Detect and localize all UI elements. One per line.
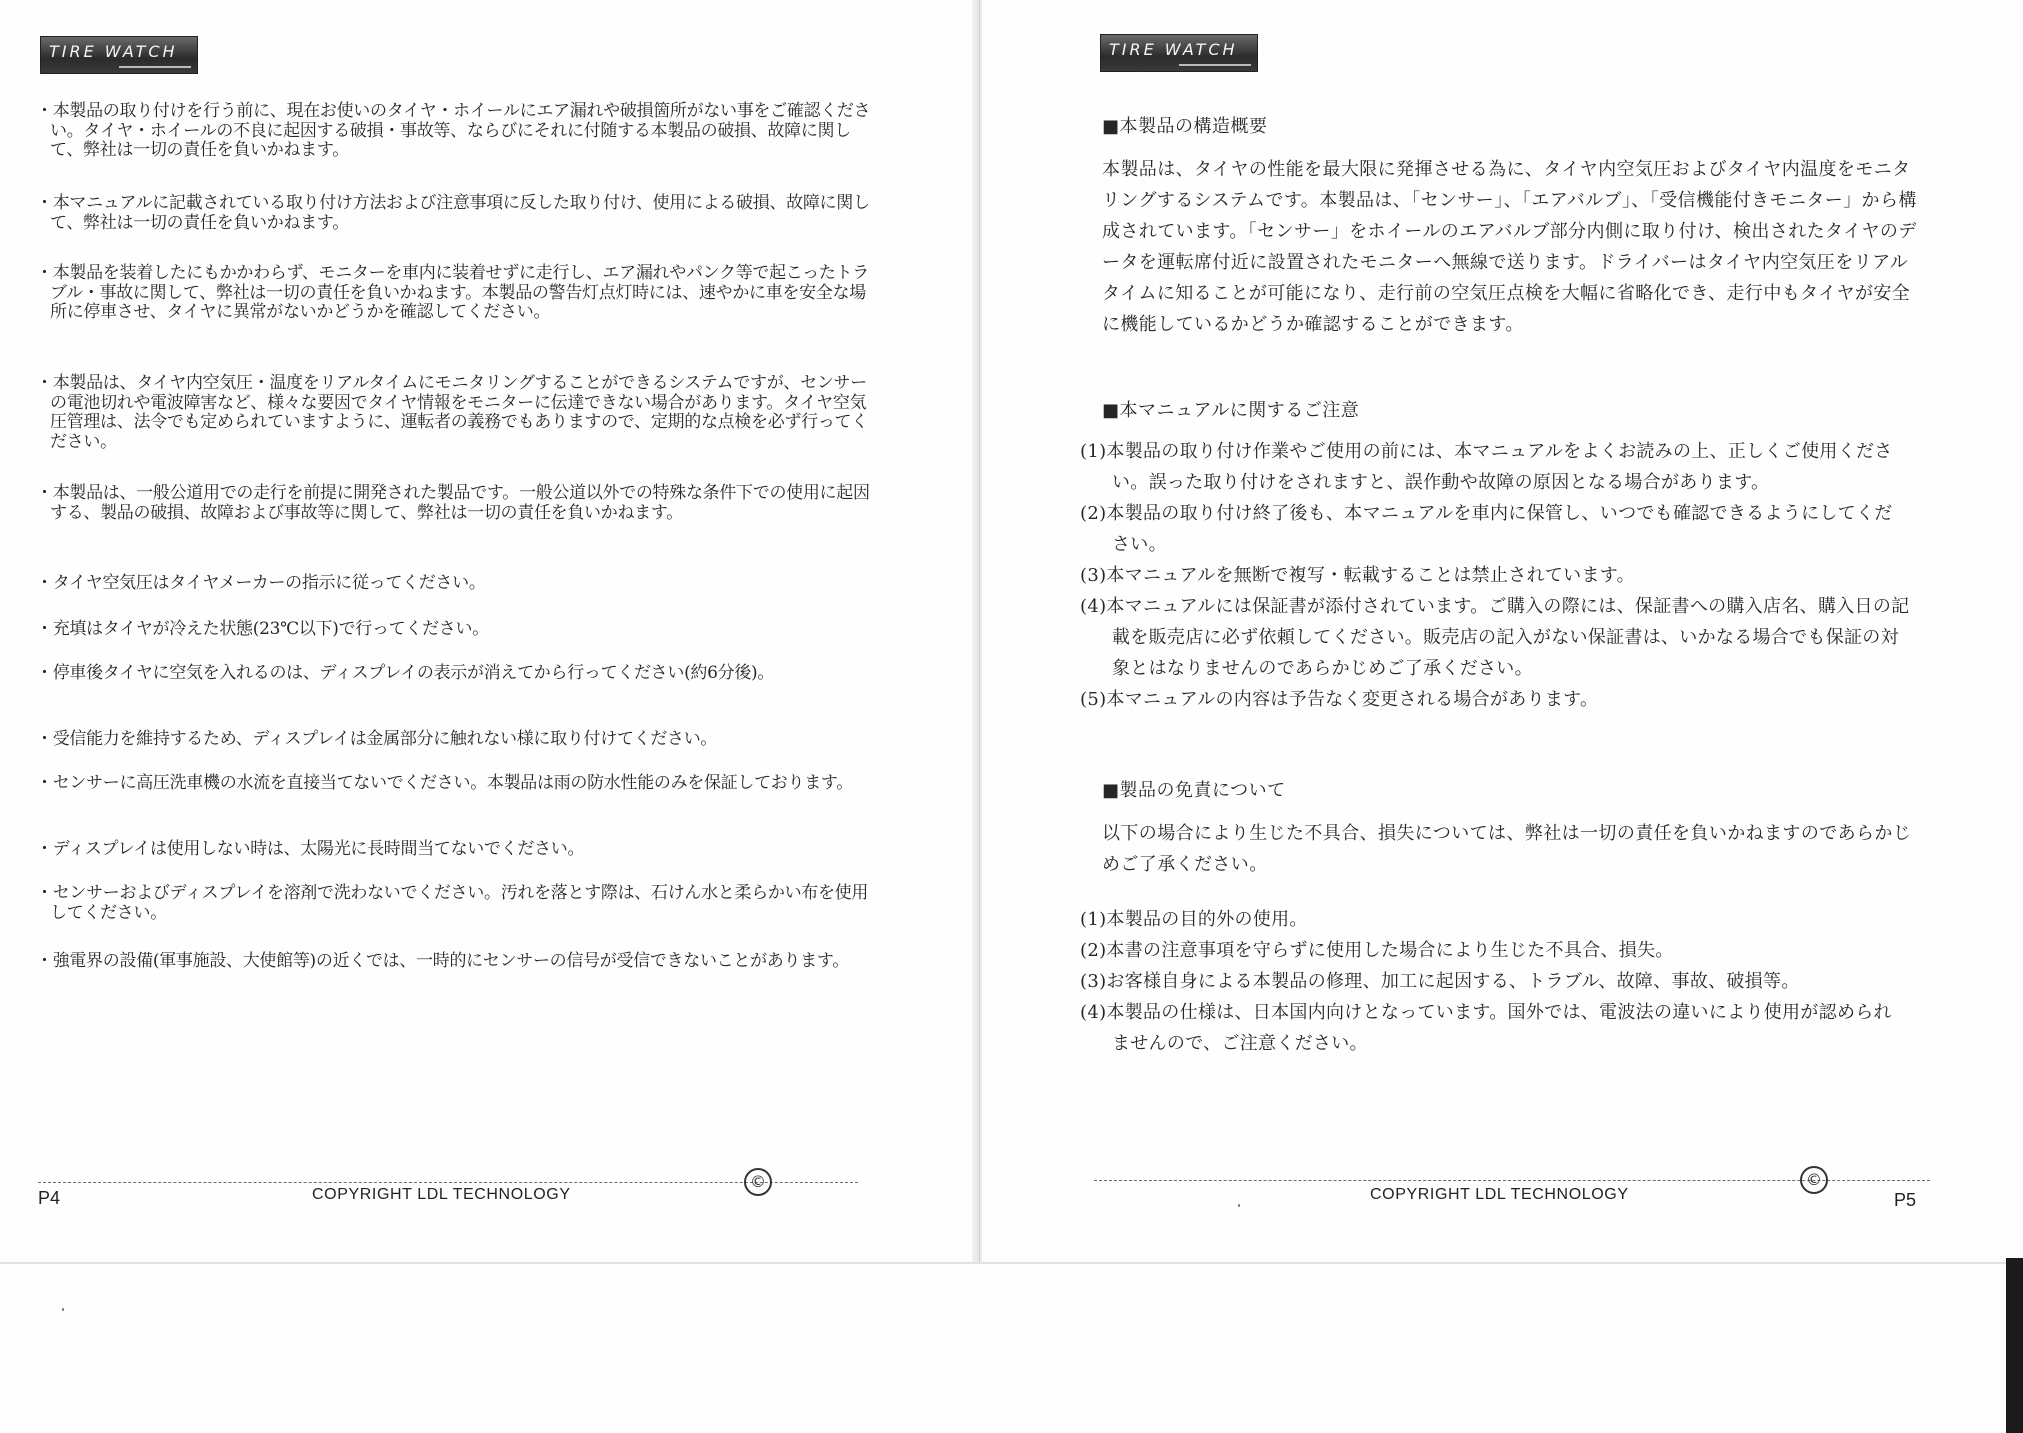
caution-bullet-4: ・本製品は、タイヤ内空気圧・温度をリアルタイムにモニタリングすることができるシステムですが、センサーの電池切れや電波障害など、様々な要因でタイヤ情報をモニターに伝達できない場合があります。タイヤ空気圧管理は、法令でも定められていますように、運転者の義務でもありますので、定期的な点検を必ず行ってください。 [36,373,868,452]
page-right [982,0,2002,1262]
gutter-fold-line [979,0,980,1262]
section-heading-disclaimer: ■製品の免責について [1102,780,1286,801]
page-number-right: P5 [1894,1190,1917,1210]
scan-speck [1238,1204,1240,1207]
scanner-edge [2006,1258,2023,1433]
logo-underline [119,66,191,68]
spread-bottom-edge [0,1262,2023,1264]
caution-bullet-8: ・停車後タイヤに空気を入れるのは、ディスプレイの表示が消えてから行ってください(約6分後)。 [36,663,775,683]
manual-note-2: (2)本製品の取り付け終了後も、本マニュアルを車内に保管し、いつでも確認できるようにしてください。 [1080,503,1893,555]
manual-note-4: (4)本マニュアルには保証書が添付されています。ご購入の際には、保証書への購入店名、購入日の記載を販売店に必ず依頼してください。販売店の記入がない保証書は、いかなる場合でも保証の対象とはなりませんのであらかじめご了承ください。 [1080,596,1910,679]
tire-watch-logo [1100,34,1258,72]
copyright-symbol-right: © [1800,1166,1828,1194]
manual-note-3: (3)本マニュアルを無断で複写・転載することは禁止されています。 [1080,565,1635,586]
caution-bullet-6: ・タイヤ空気圧はタイヤメーカーの指示に従ってください。 [36,573,486,593]
structure-overview-body: 本製品は、タイヤの性能を最大限に発揮させる為に、タイヤ内空気圧およびタイヤ内温度をモニタリングするシステムです。本製品は、「センサー」、「エアバルブ」、「受信機能付きモニター」から構成されています。「センサー」をホイールのエアバルブ部分内側に取り付け、検出されたタイヤのデータを運転席付近に設置されたモニターへ無線で送ります。ドライバーはタイヤ内空気圧をリアルタイムに知ることが可能になり、走行前の空気圧点検を大幅に省略化でき、走行中もタイヤが安全に機能しているかどうか確認することができます。 [1102,159,1917,335]
copyright-symbol-left: © [744,1168,772,1196]
caution-bullet-7: ・充填はタイヤが冷えた状態(23℃以下)で行ってください。 [36,619,489,639]
disclaimer-item-4: (4)本製品の仕様は、日本国内向けとなっています。国外では、電波法の違いにより使用が認められませんので、ご注意ください。 [1080,1002,1892,1054]
caution-bullet-12: ・センサーおよびディスプレイを溶剤で洗わないでください。汚れを落とす際は、石けん水と柔らかい布を使用してください。 [36,883,869,923]
logo-text: TIRE WATCH [49,42,178,61]
manual-note-1: (1)本製品の取り付け作業やご使用の前には、本マニュアルをよくお読みの上、正しくご使用ください。誤った取り付けをされますと、誤作動や故障の原因となる場合があります。 [1080,441,1893,493]
caution-bullet-13: ・強電界の設備(軍事施設、大使館等)の近くでは、一時的にセンサーの信号が受信できないことがあります。 [36,951,849,971]
manual-note-5: (5)本マニュアルの内容は予告なく変更される場合があります。 [1080,689,1599,710]
caution-bullet-10: ・センサーに高圧洗車機の水流を直接当てないでください。本製品は雨の防水性能のみを保証しております。 [36,773,853,793]
caution-bullet-9: ・受信能力を維持するため、ディスプレイは金属部分に触れない様に取り付けてください。 [36,729,718,749]
section-heading-structure: ■本製品の構造概要 [1102,116,1268,137]
caution-bullet-3: ・本製品を装着したにもかかわらず、モニターを車内に装着せずに走行し、エア漏れやパンク等で起こったトラブル・事故に関して、弊社は一切の責任を負いかねます。本製品の警告灯点灯時には、速やかに車を安全な場所に停車させ、タイヤに異常がないかどうかを確認してください。 [36,263,869,322]
caution-bullet-5: ・本製品は、一般公道用での走行を前提に開発された製品です。一般公道以外での特殊な条件下での使用に起因する、製品の破損、故障および事故等に関して、弊社は一切の責任を負いかねます。 [36,483,870,523]
logo-underline [1179,64,1251,66]
page-number-left: P4 [38,1188,61,1208]
caution-bullet-1: ・本製品の取り付けを行う前に、現在お使いのタイヤ・ホイールにエア漏れや破損箇所がない事をご確認ください。タイヤ・ホイールの不良に起因する破損・事故等、ならびにそれに付随する本製品の破損、故障に関して、弊社は一切の責任を負いかねます。 [36,101,871,160]
disclaimer-item-3: (3)お客様自身による本製品の修理、加工に起因する、トラブル、故障、事故、破損等。 [1080,971,1800,992]
section-heading-manual-notes: ■本マニュアルに関するご注意 [1102,400,1360,421]
page-left [0,0,978,1262]
disclaimer-intro: 以下の場合により生じた不具合、損失については、弊社は一切の責任を負いかねますのであらかじめご了承ください。 [1102,823,1912,875]
logo-text: TIRE WATCH [1109,40,1238,59]
copyright-left: COPYRIGHT LDL TECHNOLOGY [312,1186,571,1203]
disclaimer-item-1: (1)本製品の目的外の使用。 [1080,909,1308,930]
copyright-right: COPYRIGHT LDL TECHNOLOGY [1370,1186,1629,1203]
footer-rule-left [38,1182,858,1183]
caution-bullet-2: ・本マニュアルに記載されている取り付け方法および注意事項に反した取り付け、使用による破損、故障に関して、弊社は一切の責任を負いかねます。 [36,193,870,233]
tire-watch-logo [40,36,198,74]
disclaimer-item-2: (2)本書の注意事項を守らずに使用した場合により生じた不具合、損失。 [1080,940,1674,961]
caution-bullet-11: ・ディスプレイは使用しない時は、太陽光に長時間当てないでください。 [36,839,585,859]
scan-speck [62,1308,64,1311]
